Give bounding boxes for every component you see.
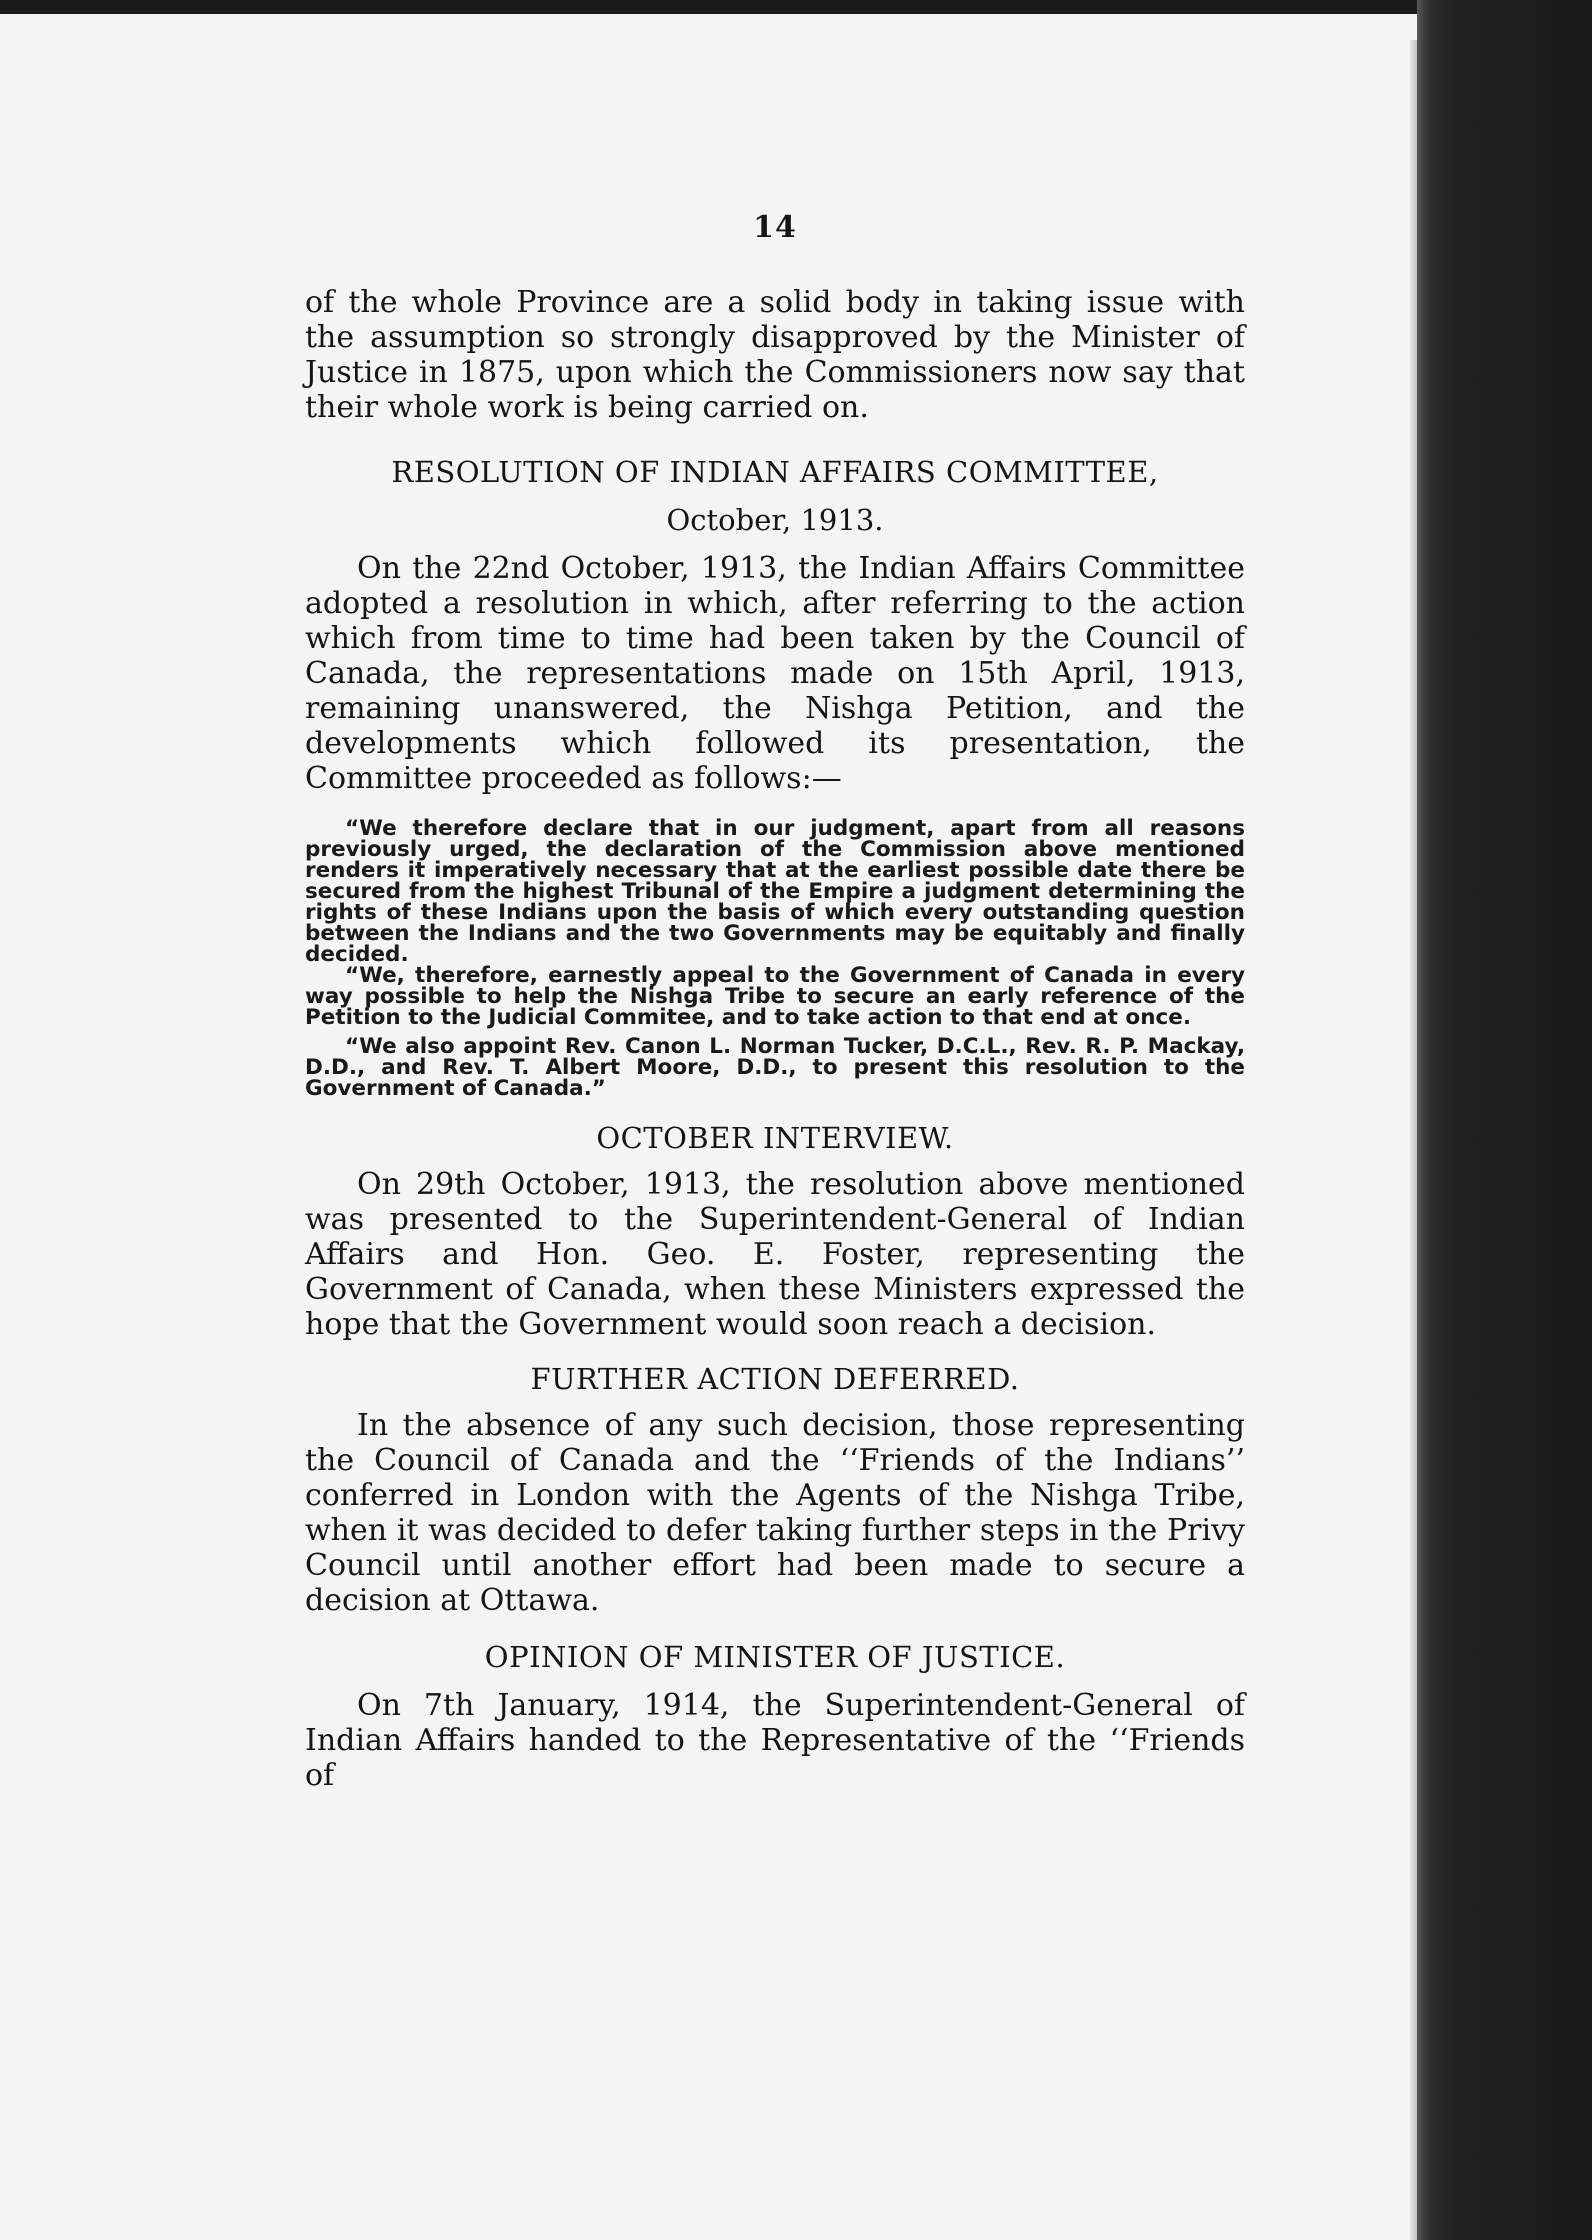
heading-october-interview: OCTOBER INTERVIEW. [596,1121,954,1155]
heading-further-action: FURTHER ACTION DEFERRED. [530,1362,1020,1396]
quote-declaration: “We therefore declare that in our judgment, apart from all reasons previously urged, the declaration of the Commission above mentioned renders it imperatively necessary that at the earliest possible date there be secured from the highest Tribunal of the Empire a judgment determining the rights of these Indians upon the basis of which every outstanding question between the Indians and the two Governments may be equitably and finally decided. [305,816,1245,967]
heading-resolution: RESOLUTION OF INDIAN AFFAIRS COMMITTEE, [391,455,1159,489]
quote-appointment: “We also appoint Rev. Canon L. Norman Tucker, D.C.L., Rev. R. P. Mackay, D.D., and Rev. T. Albert Moore, D.D., to present this resolution to the Government of Canada.” [305,1034,1245,1101]
paragraph-intro: of the whole Province are a solid body in taking issue with the assumption so strongly disapproved by the Minister of Justice in 1875, upon which the Commissioners now say that their whole work is being carried on. [305,285,1245,425]
paragraph-october-interview: On 29th October, 1913, the resolution above mentioned was presented to the Superintendent-General of Indian Affairs and Hon. Geo. E. Foster, representing the Government of Canada, when these Ministers expressed the hope that the Government would soon reach a decision. [305,1167,1245,1342]
paragraph-further-action: In the absence of any such decision, those representing the Council of Canada and the ‘‘Friends of the Indians’’ conferred in London with the Agents of the Nishga Tribe, when it was decided to defer taking further steps in the Privy Council until another effort had been made to secure a decision at Ottawa. [305,1408,1245,1618]
scan-top-border [0,0,1592,14]
quote-appeal: “We, therefore, earnestly appeal to the Government of Canada in every way possible to help the Nishga Tribe to secure an early reference of the Petition to the Judicial Commitee, and to take action to that end at once. [305,963,1245,1030]
subheading-date: October, 1913. [666,503,884,537]
paragraph-opinion: On 7th January, 1914, the Superintendent-General of Indian Affairs handed to the Representative of the ‘‘Friends of [305,1688,1245,1793]
scan-right-border [1417,0,1592,2240]
page-content [305,210,1245,1793]
page-number: 14 [753,210,797,245]
heading-opinion: OPINION OF MINISTER OF JUSTICE. [484,1640,1066,1674]
paragraph-resolution: On the 22nd October, 1913, the Indian Affairs Committee adopted a resolution in which, after referring to the action which from time to time had been taken by the Council of Canada, the representations made on 15th April, 1913, remaining unanswered, the Nishga Petition, and the developments which followed its presentation, the Committee proceeded as follows:— [305,551,1245,796]
